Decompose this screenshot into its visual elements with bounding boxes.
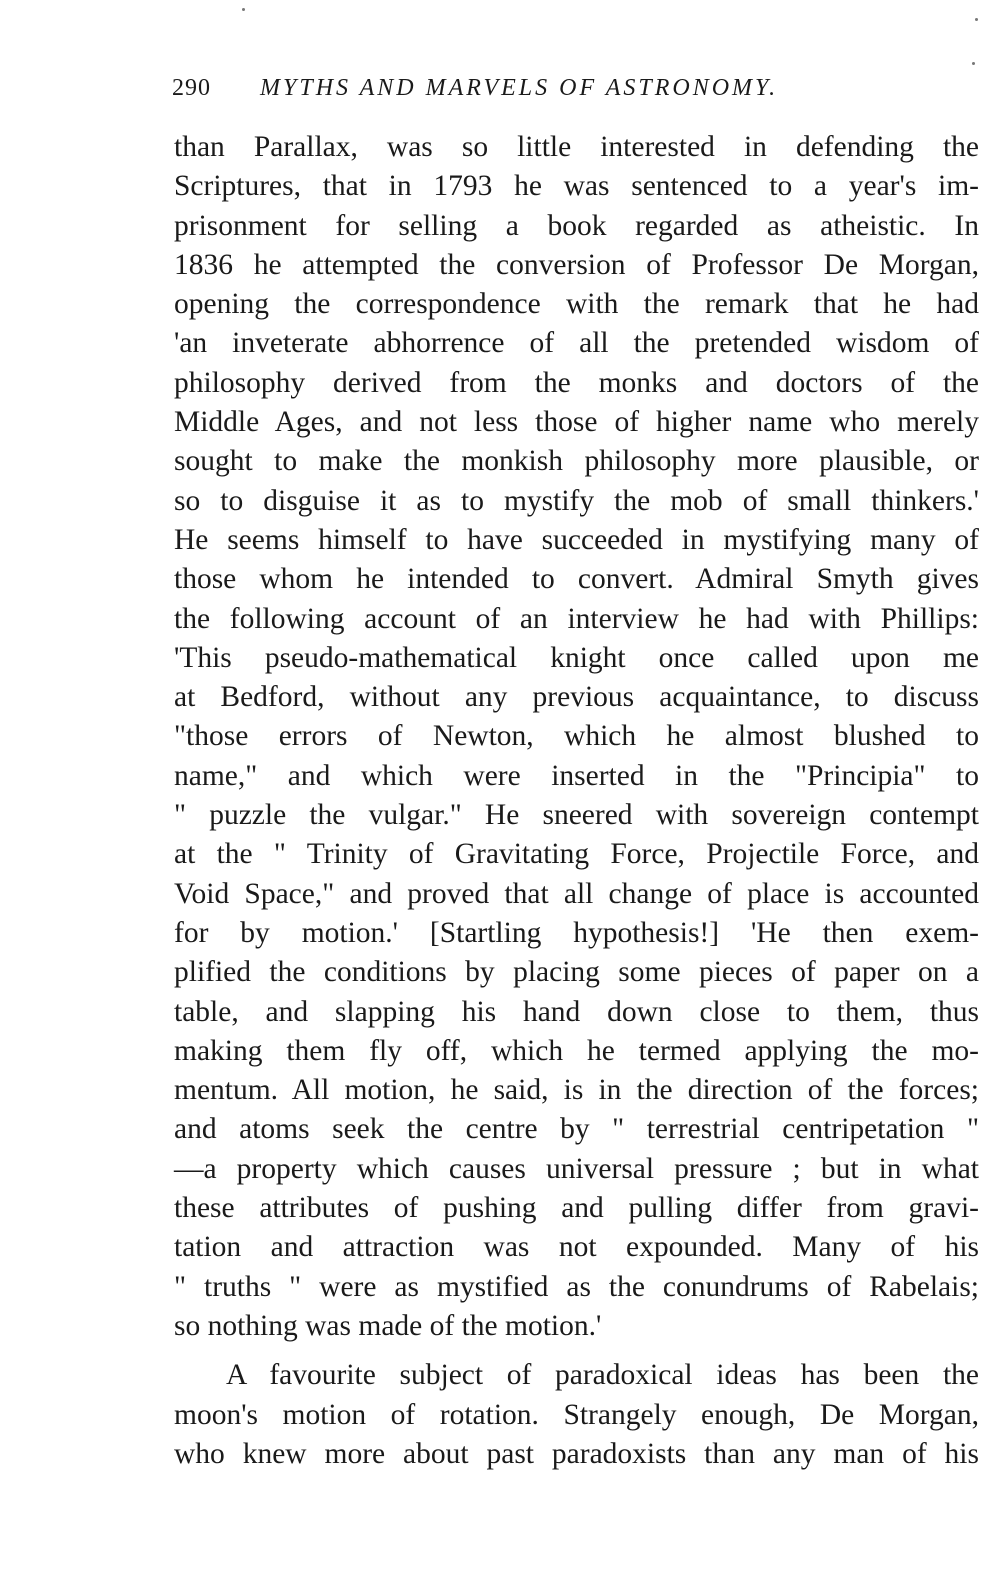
text-line: A favourite subject of paradoxical ideas has been the (226, 1359, 979, 1392)
text-line: at the " Trinity of Gravitating Force, Projectile Force, and (174, 838, 979, 871)
text-line: 'This pseudo-mathematical knight once called upon me (174, 641, 979, 674)
text-line: philosophy derived from the monks and doctors of the (174, 366, 979, 399)
text-line: 1836 he attempted the conversion of Professor De Morgan, (174, 248, 979, 281)
text-line: mentum. All motion, he said, is in the direction of the forces; (174, 1074, 979, 1107)
text-line: prisonment for selling a book regarded as atheistic. In (174, 209, 979, 242)
text-line: He seems himself to have succeeded in mystifying many of (174, 523, 979, 556)
text-line: so nothing was made of the motion.' (174, 1309, 602, 1342)
text-line: the following account of an interview he had with Phillips: (174, 602, 979, 635)
text-line: 'an inveterate abhorrence of all the pretended wisdom of (174, 327, 979, 360)
text-line: at Bedford, without any previous acquaintance, to discuss (174, 681, 979, 714)
scan-speck (242, 8, 245, 11)
running-title: MYTHS AND MARVELS OF ASTRONOMY. (260, 75, 779, 101)
text-line: opening the correspondence with the remark that he had (174, 288, 979, 321)
text-line: these attributes of pushing and pulling differ from gravi- (174, 1192, 979, 1225)
text-line: plified the conditions by placing some pieces of paper on a (174, 956, 979, 989)
paragraph (174, 128, 979, 1346)
body-text (174, 128, 979, 1474)
paragraph (174, 1356, 979, 1474)
text-line: " puzzle the vulgar." He sneered with sovereign contempt (174, 799, 979, 832)
text-line: name," and which were inserted in the "Principia" to (174, 759, 979, 792)
paragraph-gap (174, 1346, 979, 1356)
text-line: so to disguise it as to mystify the mob of small thinkers.' (174, 484, 979, 517)
text-line: Void Space," and proved that all change of place is accounted (174, 877, 979, 910)
text-line: Middle Ages, and not less those of higher name who merely (174, 406, 979, 439)
text-line: for by motion.' [Startling hypothesis!] 'He then exem- (174, 916, 979, 949)
text-line: tation and attraction was not expounded. Many of his (174, 1231, 979, 1264)
text-line: and atoms seek the centre by " terrestrial centripetation " (174, 1113, 979, 1146)
text-line: " truths " were as mystified as the conundrums of Rabelais; (174, 1270, 979, 1303)
text-line: than Parallax, was so little interested in defending the (174, 131, 979, 163)
text-line: —a property which causes universal pressure ; but in what (174, 1152, 979, 1185)
text-line: "those errors of Newton, which he almost blushed to (174, 720, 979, 753)
text-line: Scriptures, that in 1793 he was sentenced to a year's im- (174, 170, 979, 203)
text-line: making them fly off, which he termed applying the mo- (174, 1034, 979, 1067)
text-line: table, and slapping his hand down close to them, thus (174, 995, 979, 1028)
page-number: 290 (172, 75, 211, 101)
text-line: sought to make the monkish philosophy more plausible, or (174, 445, 979, 478)
running-head (172, 68, 982, 108)
scan-speck (972, 62, 975, 65)
text-line: those whom he intended to convert. Admiral Smyth gives (174, 563, 979, 596)
scan-speck (975, 18, 978, 21)
text-line: moon's motion of rotation. Strangely enough, De Morgan, (174, 1398, 979, 1431)
text-line: who knew more about past paradoxists than any man of his (174, 1437, 979, 1470)
